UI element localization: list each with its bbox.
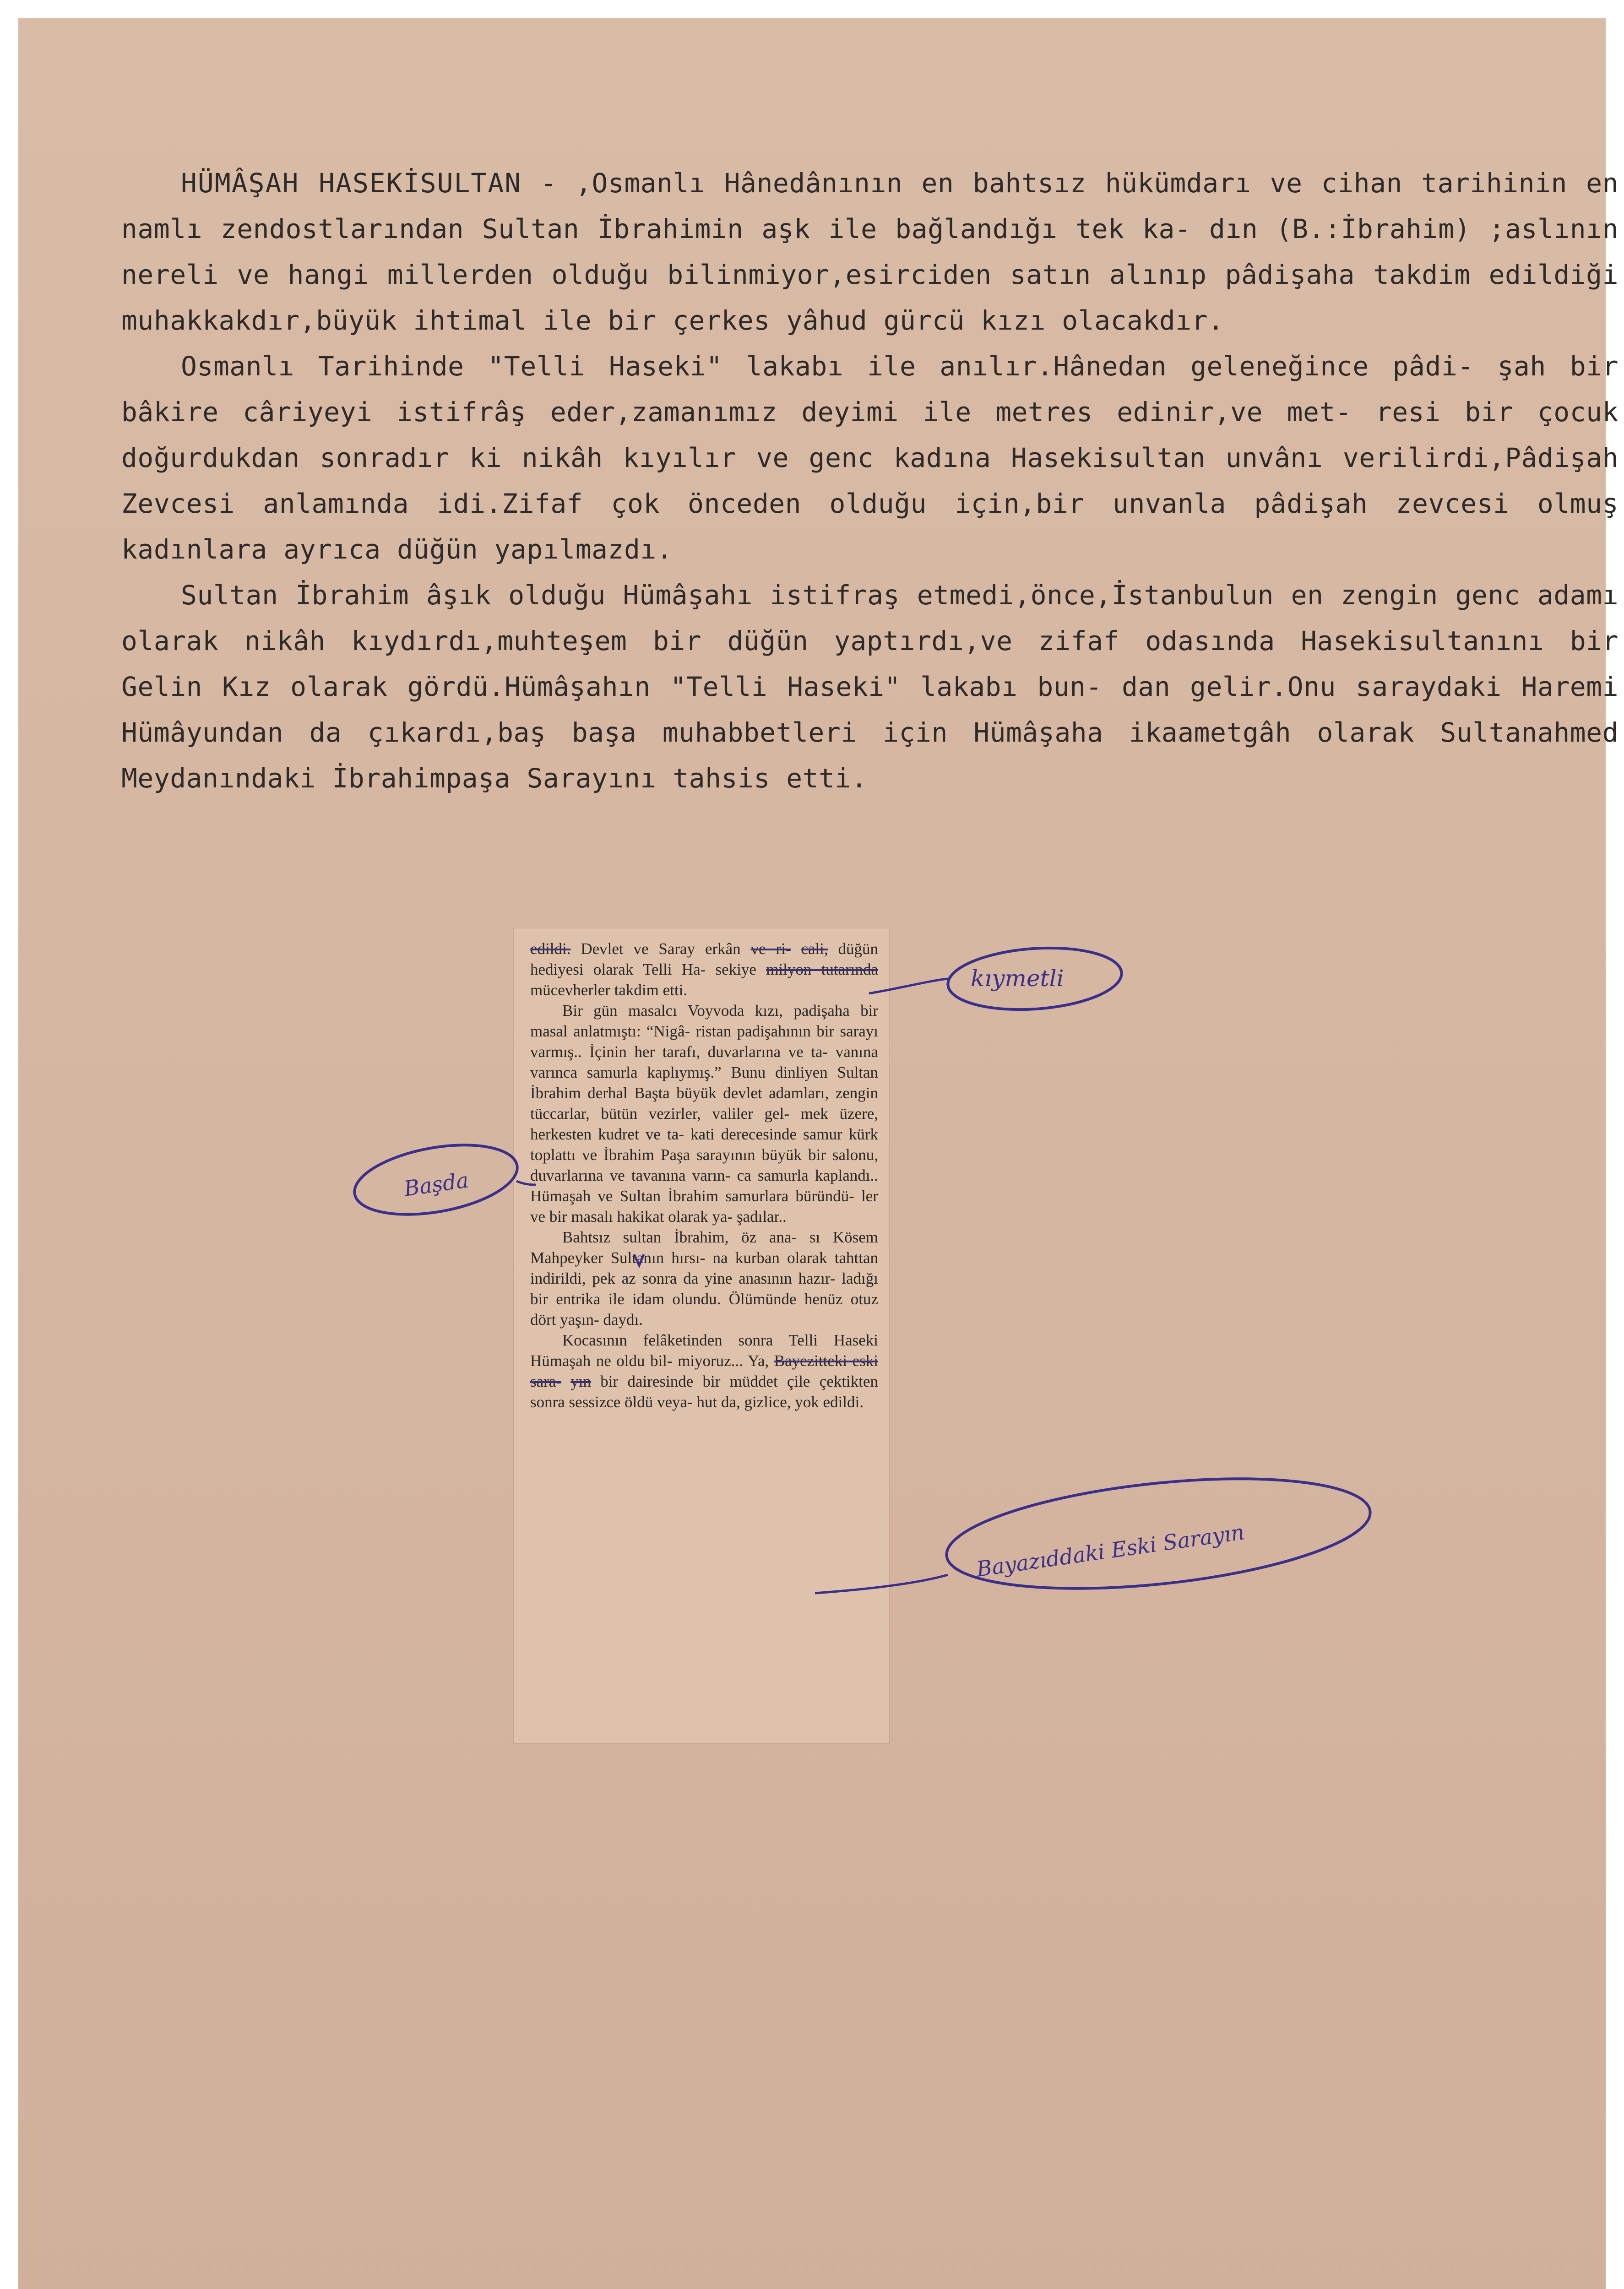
typed-line: dın (B.:İbrahim) ;aslının nereli ve hangi millerden olduğu bilinmiyor,esirciden	[121, 213, 1619, 290]
clipping-line: vanına varınca samurla kaplıymış.”	[530, 1043, 878, 1081]
clipping-text: miyoruz... Ya,	[678, 1352, 774, 1370]
typed-line: Sultan İbrahim âşık olduğu Hümâşahı istifraş etmedi,önce,İstanbulun en zengin	[181, 580, 1438, 611]
handwritten-note-basta: Başda	[402, 1167, 470, 1201]
clipping-text: düğün hediyesi olarak Telli Ha-	[530, 940, 879, 978]
clipping-line: salonu, duvarlarına ve tavanına varın-	[530, 1146, 879, 1184]
clipping-text: mücevherler	[530, 981, 610, 999]
clipping-line: ristan padişahının bir sarayı varmış..	[530, 1022, 879, 1061]
clipping-line: şadılar..	[736, 1208, 787, 1226]
typed-line: - ,Osmanlı Hânedânının en bahtsız hükümdarı ve cihan	[540, 168, 1402, 199]
typed-line: Osmanlı Tarihinde "Telli Haseki" lakabı ile anılır.Hânedan geleneğince pâdi-	[181, 351, 1474, 382]
struck-text: cali,	[801, 940, 828, 958]
clipping-text: Devlet ve Saray erkân	[570, 940, 751, 958]
clipping-line: ladığı bir entrika ile idam olundu.	[530, 1269, 878, 1308]
handwritten-note-kiymetli: kıymetli	[971, 965, 1064, 992]
clipping-text: bir dairesinde bir müddet çile	[591, 1372, 810, 1390]
typed-line: satın alınıp pâdişaha takdim edildiği muhakkakdır,büyük ihtimal ile bir çerkes	[121, 259, 1619, 336]
clipping-line: tüccarlar, bütün vezirler, valiler gel-	[530, 1105, 789, 1123]
handwritten-note-bayezid: Bayazıddaki Eski Sarayın	[975, 1519, 1246, 1582]
clipping-line: hut da, gizlice, yok edildi.	[696, 1393, 864, 1411]
clipping-paragraph-3	[530, 1227, 878, 1330]
clipping-line: Kocasının felâketinden sonra	[562, 1331, 773, 1349]
typed-line: tarihinin en namlı zendostlarından Sultan İbrahimin aşk ile bağlandığı tek ka-	[121, 168, 1619, 244]
clipping-line: sı Kösem Mahpeyker Sultanın hırsı-	[530, 1228, 879, 1267]
clipping-line: Telli Haseki Hümaşah ne oldu bil-	[530, 1331, 878, 1370]
clipping-line: ve İbrahim Paşa sarayının büyük bir	[582, 1146, 826, 1164]
clipping-line: Bunu dinliyen Sultan İbrahim derhal	[530, 1063, 879, 1102]
typed-line: Hümâşaha ikaametgâh olarak Sultanahmed Meydanındaki İbrahimpaşa Sarayını tahsis	[121, 717, 1619, 794]
typed-line: resi bir çocuk doğurdukdan sonradır ki nikâh kıyılır ve genc kadına Hasekisultan	[121, 396, 1619, 473]
clipping-line: Bahtsız sultan İbrahim, öz ana-	[562, 1228, 797, 1246]
typed-line: unvanla pâdişah zevcesi olmuş kadınlara ayrıca düğün yapılmazdı.	[121, 488, 1619, 565]
clipping-line: ler ve bir masalı hakikat olarak ya-	[530, 1187, 878, 1226]
newspaper-clipping	[514, 928, 889, 1743]
clipping-paragraph-2	[530, 1000, 878, 1227]
document-page	[18, 18, 1619, 2289]
clipping-line: Başta büyük devlet adamları, zengin	[634, 1084, 878, 1102]
clipping-line: İçinin her tarafı, duvarlarına ve ta-	[589, 1043, 828, 1061]
clipping-line: pek az sonra da yine anasının hazır-	[592, 1269, 836, 1287]
typed-paragraph-2	[121, 343, 1619, 572]
typed-line: etti.	[786, 763, 868, 794]
clipping-text: sekiye	[715, 960, 766, 978]
clipping-line: çektikten sonra sessizce öldü veya-	[530, 1372, 879, 1411]
struck-text: milyon tutarında	[766, 960, 878, 978]
clipping-line: Bir gün masalcı Voyvoda kızı,	[562, 1002, 783, 1020]
clipping-paragraph-4	[530, 1330, 878, 1412]
clipping-column	[530, 938, 878, 1412]
clipping-line: ca samurla kaplandı.. Hümaşah ve	[530, 1166, 878, 1205]
clipping-line: Sultan İbrahim samurlara büründü-	[619, 1187, 854, 1205]
struck-text: Bayezitteki eski sara-	[530, 1352, 878, 1390]
struck-text: ve ri-	[750, 940, 791, 958]
clipping-line: Ölümünde henüz otuz dört yaşın-	[530, 1290, 878, 1329]
clipping-line: daydı.	[603, 1311, 643, 1329]
typed-line: genc adamı olarak nikâh kıydırdı,muhteşem bir düğün yaptırdı,ve zifaf odasında	[121, 580, 1619, 656]
entry-heading: HÜMÂŞAH HASEKİSULTAN	[181, 168, 522, 199]
typed-line: dan gelir.Onu saraydaki Haremi Hümâyundan da çıkardı,baş başa muhabbetleri için	[121, 671, 1619, 748]
clipping-text: takdim etti.	[614, 981, 688, 999]
struck-text: yın	[570, 1372, 592, 1390]
clipping-line: padişaha bir masal anlatmıştı: “Nigâ-	[530, 1002, 878, 1040]
typed-paragraph-1	[121, 160, 1619, 343]
typed-paragraph-3	[121, 572, 1619, 801]
typed-text-block	[121, 160, 1619, 801]
typed-line: şah bir bâkire câriyeyi istifrâş eder,zamanımız deyimi ile metres edinir,ve met-	[121, 351, 1619, 428]
struck-text: edildi.	[530, 940, 571, 958]
clipping-paragraph-1	[530, 938, 878, 1000]
typed-line: yâhud gürcü kızı olacakdır.	[786, 305, 1224, 336]
clipping-line: mek üzere, herkesten kudret ve ta-	[530, 1105, 878, 1143]
typed-line: Hasekisultanını bir Gelin Kız olarak gördü.Hümâşahın "Telli Haseki" lakabı bun-	[121, 625, 1619, 702]
clipping-line: na kurban olarak tahttan indirildi,	[530, 1249, 879, 1287]
clipping-line: kati derecesinde samur kürk toplattı	[530, 1125, 879, 1164]
typed-line: unvânı verilirdi,Pâdişah Zevcesi anlamında idi.Zifaf çok önceden olduğu için,bir	[121, 442, 1619, 519]
